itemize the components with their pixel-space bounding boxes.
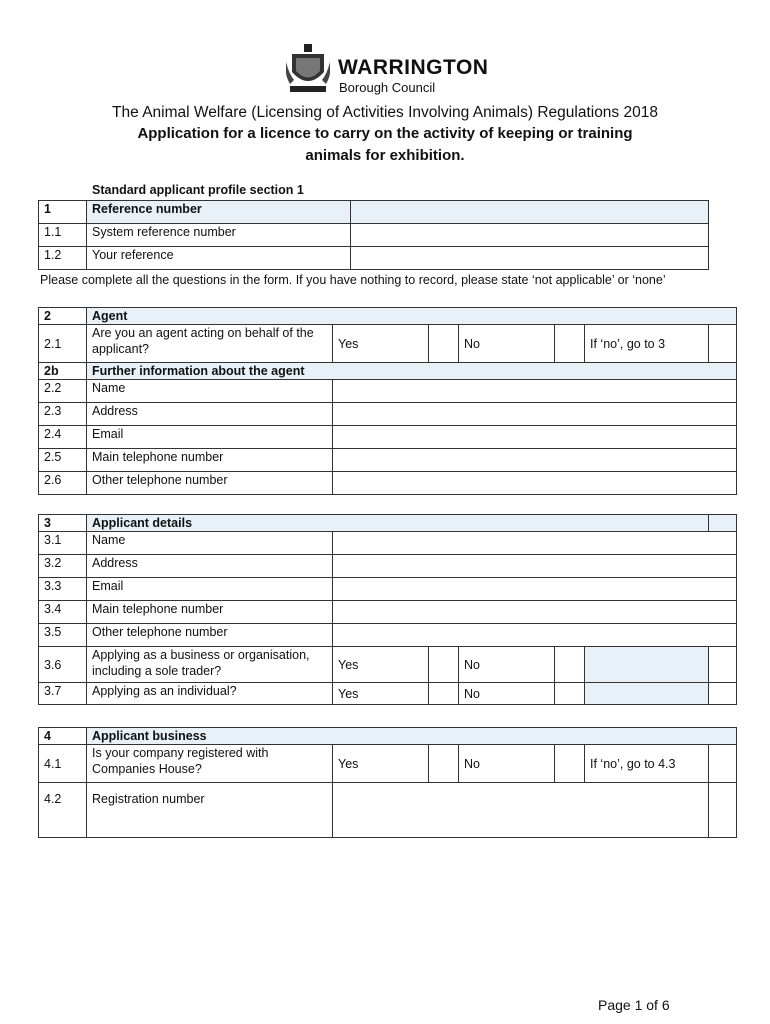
- row-number: 2.2: [39, 380, 87, 403]
- agent-table: [38, 307, 737, 495]
- section-heading: Applicant details: [87, 515, 709, 532]
- blank-cell: [709, 745, 737, 783]
- row-number: 1.1: [39, 224, 87, 247]
- yes-checkbox[interactable]: [429, 683, 459, 705]
- yes-checkbox[interactable]: [429, 647, 459, 683]
- row-label: Name: [87, 380, 333, 403]
- row-number: 2b: [39, 363, 87, 380]
- no-checkbox[interactable]: [555, 683, 585, 705]
- applicant-other-phone-field[interactable]: [333, 624, 737, 647]
- section-heading: Further information about the agent: [87, 363, 737, 380]
- row-number: 4.1: [39, 745, 87, 783]
- row-label: Address: [87, 555, 333, 578]
- regulations-title: The Animal Welfare (Licensing of Activities Involving Animals) Regulations 2018: [112, 104, 658, 121]
- no-label: No: [459, 647, 555, 683]
- agent-address-field[interactable]: [333, 403, 737, 426]
- row-label: Other telephone number: [87, 624, 333, 647]
- agent-main-phone-field[interactable]: [333, 449, 737, 472]
- page-number: Page 1 of 6: [598, 997, 670, 1013]
- no-label: No: [459, 683, 555, 705]
- no-checkbox[interactable]: [555, 647, 585, 683]
- row-number: 3.6: [39, 647, 87, 683]
- applicant-main-phone-field[interactable]: [333, 601, 737, 624]
- row-number: 1: [39, 201, 87, 224]
- row-number: 2.4: [39, 426, 87, 449]
- business-table: [38, 727, 737, 838]
- row-label: Name: [87, 532, 333, 555]
- blank-cell: [709, 325, 737, 363]
- reference-number-field[interactable]: [351, 201, 709, 224]
- yes-checkbox[interactable]: [429, 745, 459, 783]
- row-label: Email: [87, 578, 333, 601]
- row-label: Applying as a business or organisation, including a sole trader?: [87, 647, 333, 683]
- blank-cell: [709, 683, 737, 705]
- row-label: Main telephone number: [87, 601, 333, 624]
- row-number: 2.3: [39, 403, 87, 426]
- no-checkbox[interactable]: [555, 325, 585, 363]
- applicant-name-field[interactable]: [333, 532, 737, 555]
- hint-text: If ‘no’, go to 3: [585, 325, 709, 363]
- agent-email-field[interactable]: [333, 426, 737, 449]
- row-label: Are you an agent acting on behalf of the applicant?: [87, 325, 333, 363]
- row-label: Email: [87, 426, 333, 449]
- no-label: No: [459, 745, 555, 783]
- blank-cell: [585, 647, 709, 683]
- yes-checkbox[interactable]: [429, 325, 459, 363]
- row-number: 4: [39, 728, 87, 745]
- reference-table: [38, 200, 709, 270]
- application-title-line2: animals for exhibition.: [305, 147, 465, 164]
- yes-label: Yes: [333, 745, 429, 783]
- row-label: System reference number: [87, 224, 351, 247]
- row-number: 3.5: [39, 624, 87, 647]
- application-title-line1: Application for a licence to carry on the activity of keeping or training: [137, 125, 633, 142]
- row-label: Is your company registered with Companies House?: [87, 745, 333, 783]
- yes-label: Yes: [333, 325, 429, 363]
- row-label: Registration number: [87, 783, 333, 838]
- row-number: 3.2: [39, 555, 87, 578]
- agent-other-phone-field[interactable]: [333, 472, 737, 495]
- applicant-address-field[interactable]: [333, 555, 737, 578]
- blank-cell: [709, 783, 737, 838]
- applicant-table: [38, 514, 737, 705]
- logo-subtitle: Borough Council: [339, 80, 436, 95]
- blank-cell: [585, 683, 709, 705]
- logo-name: WARRINGTON: [338, 56, 489, 79]
- row-number: 3.3: [39, 578, 87, 601]
- row-label: Address: [87, 403, 333, 426]
- crest-icon: [286, 44, 330, 94]
- section-heading: Agent: [87, 308, 737, 325]
- row-label: Applying as an individual?: [87, 683, 333, 705]
- blank-cell: [709, 647, 737, 683]
- applicant-email-field[interactable]: [333, 578, 737, 601]
- blank-cell: [709, 515, 737, 532]
- council-logo: [286, 44, 496, 100]
- system-reference-field[interactable]: [351, 224, 709, 247]
- registration-number-field[interactable]: [333, 783, 709, 838]
- row-number: 4.2: [39, 783, 87, 838]
- row-number: 1.2: [39, 247, 87, 270]
- row-number: 3.7: [39, 683, 87, 705]
- yes-label: Yes: [333, 683, 429, 705]
- row-number: 2.5: [39, 449, 87, 472]
- row-label: Other telephone number: [87, 472, 333, 495]
- instructions-note: Please complete all the questions in the form. If you have nothing to record, please state ‘not applicable’ or ‘none’: [40, 273, 666, 287]
- row-number: 3.4: [39, 601, 87, 624]
- row-number: 2: [39, 308, 87, 325]
- agent-name-field[interactable]: [333, 380, 737, 403]
- section-label: Standard applicant profile section 1: [92, 183, 304, 197]
- row-number: 3: [39, 515, 87, 532]
- row-number: 2.1: [39, 325, 87, 363]
- section-heading: Reference number: [87, 201, 351, 224]
- row-label: Main telephone number: [87, 449, 333, 472]
- row-number: 2.6: [39, 472, 87, 495]
- yes-label: Yes: [333, 647, 429, 683]
- your-reference-field[interactable]: [351, 247, 709, 270]
- hint-text: If ‘no’, go to 4.3: [585, 745, 709, 783]
- row-label: Your reference: [87, 247, 351, 270]
- no-checkbox[interactable]: [555, 745, 585, 783]
- no-label: No: [459, 325, 555, 363]
- section-heading: Applicant business: [87, 728, 737, 745]
- row-number: 3.1: [39, 532, 87, 555]
